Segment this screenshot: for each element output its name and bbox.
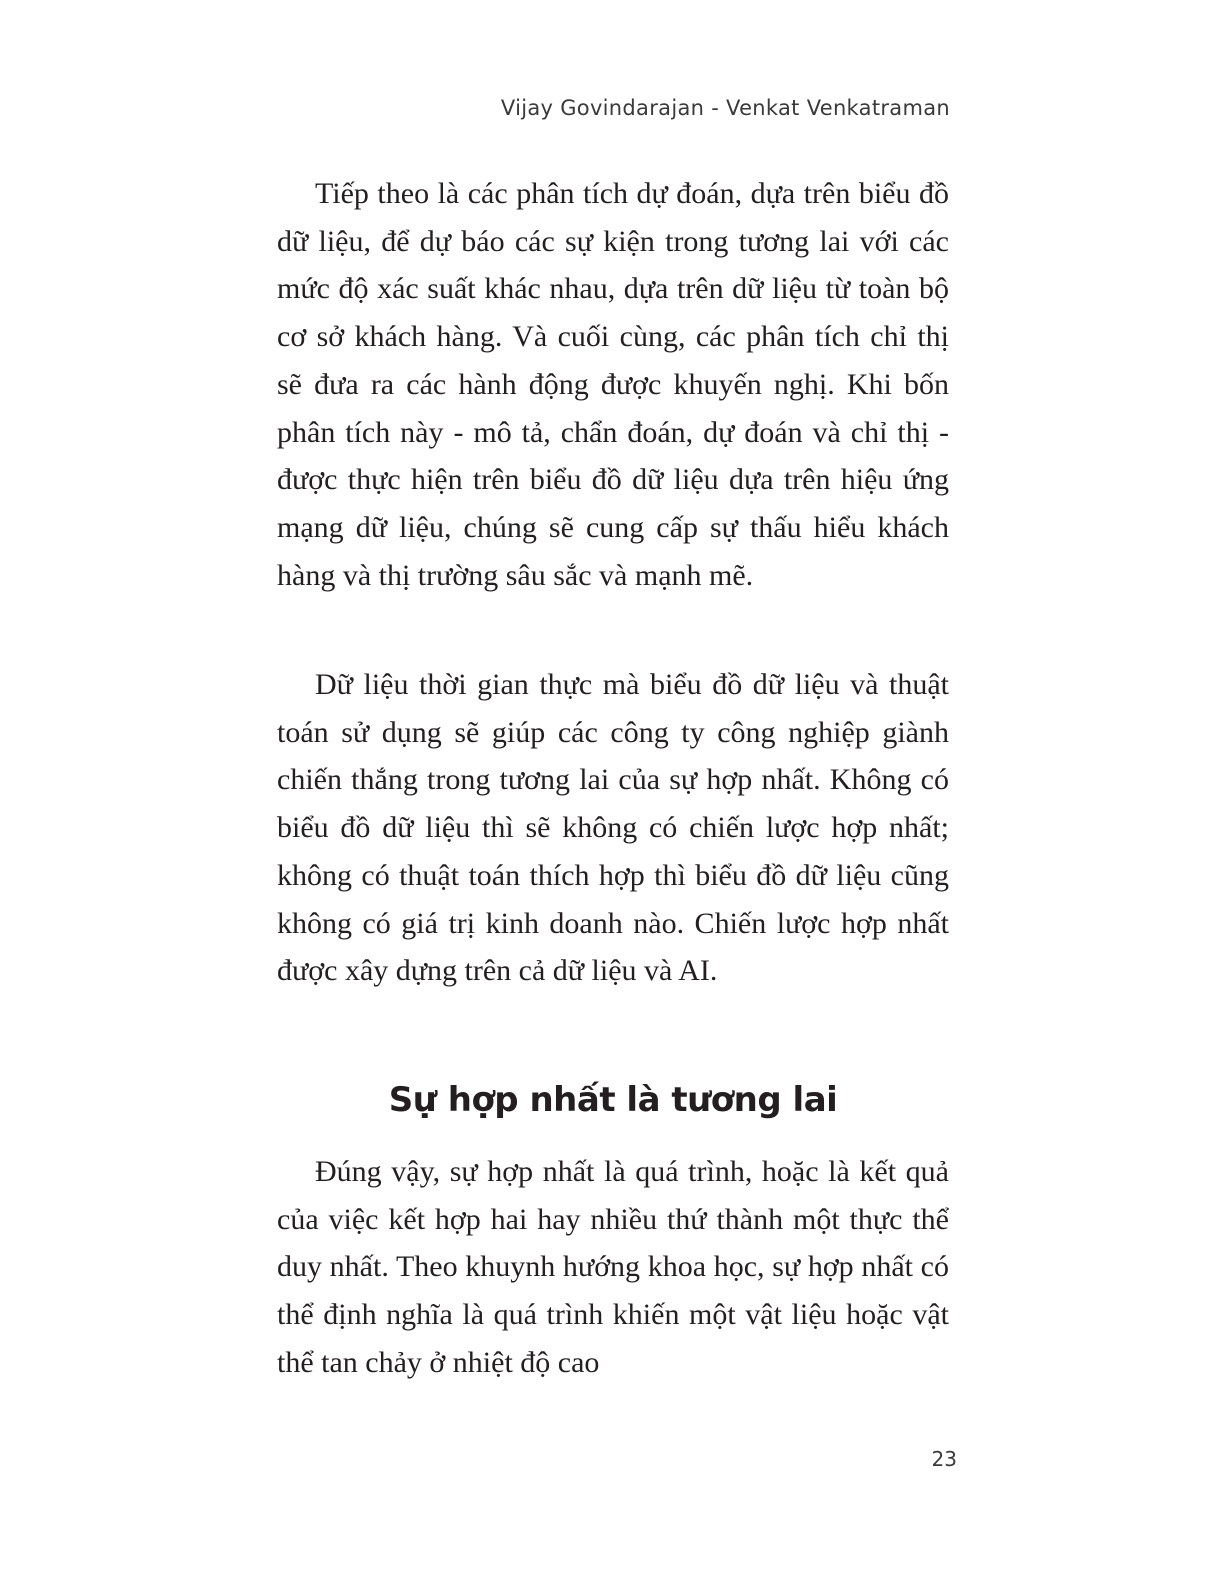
paragraph-text: Tiếp theo là các phân tích dự đoán, dựa trên biểu đồ dữ liệu, để dự báo các sự kiện trong tương lai với các mức độ xác suất khác nhau, dựa trên dữ liệu từ toàn bộ cơ sở khách hàng. Và cuối cùng, các phân tích chỉ thị sẽ đưa ra các hành động được khuyến nghị. Khi bốn phân tích này - mô tả, chẩn đoán, dự đoán và chỉ thị - được thực hiện trên biểu đồ dữ liệu dựa trên hiệu ứng mạng dữ liệu, chúng sẽ cung cấp sự thấu hiểu khách hàng và thị trường sâu sắc và mạnh mẽ. <box>277 177 949 592</box>
paragraph-text: Đúng vậy, sự hợp nhất là quá trình, hoặc là kết quả của việc kết hợp hai hay nhiều thứ thành một thực thể duy nhất. Theo khuynh hướng khoa học, sự hợp nhất có thể định nghĩa là quá trình khiến một vật liệu hoặc vật thể tan chảy ở nhiệt độ cao <box>277 1155 949 1379</box>
page-number: 23 <box>931 1447 957 1471</box>
section-heading: Sự hợp nhất là tương lai <box>388 1080 838 1120</box>
body-paragraph-2 <box>277 661 949 995</box>
body-paragraph-1 <box>277 170 949 599</box>
running-head: Vijay Govindarajan - Venkat Venkatraman <box>500 96 950 120</box>
body-paragraph-3 <box>277 1148 949 1387</box>
paragraph-text: Dữ liệu thời gian thực mà biểu đồ dữ liệu và thuật toán sử dụng sẽ giúp các công ty công nghiệp giành chiến thắng trong tương lai của sự hợp nhất. Không có biểu đồ dữ liệu thì sẽ không có chiến lược hợp nhất; không có thuật toán thích hợp thì biểu đồ dữ liệu cũng không có giá trị kinh doanh nào. Chiến lược hợp nhất được xây dựng trên cả dữ liệu và AI. <box>277 668 949 988</box>
